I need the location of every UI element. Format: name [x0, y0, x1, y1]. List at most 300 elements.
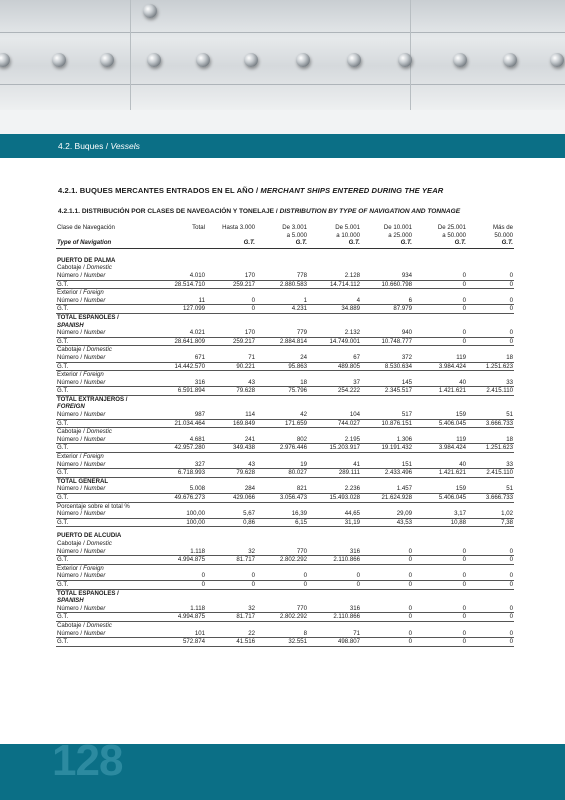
row-label: Cabotaje / Domestic	[57, 539, 112, 547]
table-cell: 327	[158, 461, 206, 469]
table-cell: 151	[361, 461, 413, 469]
row-label: Cabotaje / Domestic	[57, 264, 112, 272]
table-cell: 3.666.733	[467, 419, 514, 428]
banner-shadow-strip	[0, 110, 565, 134]
table-cell: 3.666.733	[467, 494, 514, 503]
table-cell: 80.027	[256, 469, 308, 478]
table-cell: 0	[361, 572, 413, 580]
table-row	[56, 638, 514, 647]
table-cell: 81.717	[206, 613, 256, 622]
table-cell: 0	[361, 613, 413, 622]
table-cell: 31,19	[308, 518, 361, 527]
table-cell: 0	[413, 572, 467, 580]
table-row	[56, 605, 514, 613]
rivet-icon	[147, 53, 161, 67]
table-cell: 241	[206, 436, 256, 444]
table-cell: 1,02	[467, 510, 514, 518]
table-cell: 10,88	[413, 518, 467, 527]
table-cell: 1.421.621	[413, 387, 467, 396]
table-cell: 770	[256, 605, 308, 613]
table-cell: 32	[206, 548, 256, 556]
table-cell: 10.748.777	[361, 337, 413, 346]
table-cell: 2.880.583	[256, 280, 308, 289]
table-cell: 101	[158, 630, 206, 638]
table-cell: 170	[206, 272, 256, 280]
table-cell: 15.203.917	[308, 444, 361, 453]
table-cell: 1.306	[361, 436, 413, 444]
row-label: TOTAL ESPAÑOLES /	[57, 589, 119, 597]
table-cell: 1.251.623	[467, 444, 514, 453]
table-cell: 34.889	[308, 305, 361, 314]
table-cell: 71	[308, 630, 361, 638]
table-cell: 3.056.473	[256, 494, 308, 503]
table-cell: 10.876.151	[361, 419, 413, 428]
table-cell: 429.066	[206, 494, 256, 503]
column-header: De 10.001	[383, 224, 412, 231]
row-label: PUERTO DE ALCUDIA	[57, 532, 122, 540]
table-header-row	[56, 224, 514, 232]
column-header: Más de	[493, 224, 513, 231]
table-cell: 37	[308, 379, 361, 387]
table-cell: 159	[413, 411, 467, 419]
table-cell: 1	[256, 297, 308, 305]
column-header: Type of Navigation	[56, 239, 158, 248]
table-cell: 28.514.710	[158, 280, 206, 289]
table-cell: 51	[467, 485, 514, 493]
table-cell: 95.863	[256, 362, 308, 371]
table-row	[56, 510, 514, 518]
table-cell: 987	[158, 411, 206, 419]
column-header: Total	[192, 224, 205, 231]
row-label: PUERTO DE PALMA	[57, 256, 116, 264]
table-cell: 33	[467, 379, 514, 387]
table-cell: 3.984.424	[413, 362, 467, 371]
table-cell: 2.110.866	[308, 613, 361, 622]
table-cell: 51	[467, 411, 514, 419]
table-cell: 4.021	[158, 329, 206, 337]
table-cell: 81.717	[206, 556, 256, 565]
subgroup-row	[56, 502, 514, 510]
table-row	[56, 419, 514, 428]
table-cell: 0	[256, 572, 308, 580]
row-label: G.T.	[56, 580, 158, 589]
table-cell: 19	[256, 461, 308, 469]
table-row	[56, 436, 514, 444]
table-cell: 4.231	[256, 305, 308, 314]
table-cell: 100,00	[158, 518, 206, 527]
table-cell: 0	[467, 638, 514, 647]
table-cell: 5.406.045	[413, 494, 467, 503]
total-label-row	[56, 477, 514, 485]
table-row	[56, 297, 514, 305]
row-label: SPANISH	[57, 321, 84, 329]
column-header: De 3.001	[282, 224, 307, 231]
table-cell: 2.415.110	[467, 387, 514, 396]
table-cell: 0	[308, 572, 361, 580]
table-cell: 18	[467, 354, 514, 362]
table-cell: 316	[308, 605, 361, 613]
table-cell: 43	[206, 461, 256, 469]
table-cell: 517	[361, 411, 413, 419]
table-cell: 0	[467, 580, 514, 589]
table-row	[56, 469, 514, 478]
rivet-icon	[143, 4, 157, 18]
row-label: Número / Number	[56, 354, 158, 362]
table-cell: 119	[413, 436, 467, 444]
column-header: a 5.000	[286, 231, 307, 239]
navigation-tonnage-table	[56, 224, 514, 647]
table-cell: 0	[413, 556, 467, 565]
table-cell: 2.433.496	[361, 469, 413, 478]
column-header: a 50.000	[442, 231, 466, 239]
rivet-icon	[550, 53, 564, 67]
table-cell: 0	[467, 305, 514, 314]
column-header: G.T.	[413, 239, 467, 248]
table-cell: 2.976.446	[256, 444, 308, 453]
table-cell: 41	[308, 461, 361, 469]
subgroup-row	[56, 428, 514, 436]
table-cell: 934	[361, 272, 413, 280]
table-row	[56, 613, 514, 622]
table-cell: 0	[413, 305, 467, 314]
total-label-row	[56, 597, 514, 605]
table-row	[56, 461, 514, 469]
table-cell: 1.118	[158, 548, 206, 556]
table-cell: 1.118	[158, 605, 206, 613]
table-cell: 67	[308, 354, 361, 362]
column-header: Hasta 3.000	[222, 224, 255, 231]
column-header: a 25.000	[388, 231, 412, 239]
table-row	[56, 280, 514, 289]
table-cell: 2.802.292	[256, 556, 308, 565]
table-cell: 4.681	[158, 436, 206, 444]
table-cell: 170	[206, 329, 256, 337]
table-cell: 0	[308, 580, 361, 589]
table-cell: 0,86	[206, 518, 256, 527]
table-row	[56, 329, 514, 337]
total-label-row	[56, 313, 514, 321]
table-cell: 0	[467, 548, 514, 556]
column-header: G.T.	[308, 239, 361, 248]
table-cell: 0	[158, 580, 206, 589]
column-header: De 5.001	[335, 224, 360, 231]
table-cell: 2.128	[308, 272, 361, 280]
table-cell: 32	[206, 605, 256, 613]
subgroup-row	[56, 346, 514, 354]
table-cell: 0	[467, 297, 514, 305]
table-cell: 0	[413, 272, 467, 280]
page-number: 128	[52, 736, 123, 785]
table-cell: 18	[256, 379, 308, 387]
table-cell: 5.008	[158, 485, 206, 493]
row-label: TOTAL GENERAL	[57, 477, 109, 485]
table-cell: 5,67	[206, 510, 256, 518]
row-label: Exterior / Foreign	[57, 564, 104, 572]
rivet-icon	[244, 53, 258, 67]
table-row	[56, 548, 514, 556]
table-cell: 1.251.623	[467, 362, 514, 371]
table-cell: 4	[308, 297, 361, 305]
subgroup-row	[56, 540, 514, 548]
row-label: G.T.	[56, 494, 158, 503]
table-cell: 254.222	[308, 387, 361, 396]
table-cell: 0	[361, 605, 413, 613]
table-cell: 0	[206, 305, 256, 314]
row-label: Cabotaje / Domestic	[57, 621, 112, 629]
table-cell: 5.406.045	[413, 419, 467, 428]
row-label: G.T.	[56, 305, 158, 314]
row-label: Cabotaje / Domestic	[57, 346, 112, 354]
table-cell: 2.884.814	[256, 337, 308, 346]
table-cell: 49.676.273	[158, 494, 206, 503]
table-cell: 744.027	[308, 419, 361, 428]
table-cell: 2.110.866	[308, 556, 361, 565]
table-cell: 0	[413, 280, 467, 289]
table-cell: 171.659	[256, 419, 308, 428]
table-cell: 127.099	[158, 305, 206, 314]
table-cell: 87.979	[361, 305, 413, 314]
total-label-row	[56, 395, 514, 403]
row-label: Número / Number	[56, 411, 158, 419]
row-label: Exterior / Foreign	[57, 453, 104, 461]
subgroup-row	[56, 621, 514, 629]
row-label: Número / Number	[56, 510, 158, 518]
total-label-row	[56, 322, 514, 330]
table-cell: 0	[206, 297, 256, 305]
rivet-icon	[296, 53, 310, 67]
table-body	[56, 248, 514, 646]
row-label: G.T.	[56, 613, 158, 622]
table-cell: 0	[361, 638, 413, 647]
table-cell: 372	[361, 354, 413, 362]
table-cell: 0	[206, 572, 256, 580]
table-cell: 489.805	[308, 362, 361, 371]
table-cell: 0	[361, 548, 413, 556]
table-row	[56, 411, 514, 419]
rivet-icon	[503, 53, 517, 67]
table-cell: 75.796	[256, 387, 308, 396]
table-row	[56, 572, 514, 580]
table-row	[56, 387, 514, 396]
table-cell: 0	[413, 297, 467, 305]
table-cell: 14.749.001	[308, 337, 361, 346]
row-label: Porcentaje sobre el total %	[57, 502, 130, 510]
table-cell: 104	[308, 411, 361, 419]
column-header: G.T.	[467, 239, 514, 248]
table-cell: 24	[256, 354, 308, 362]
table-cell: 22	[206, 630, 256, 638]
row-label: Número / Number	[56, 297, 158, 305]
table-cell: 802	[256, 436, 308, 444]
table-cell: 79.628	[206, 469, 256, 478]
rivet-icon	[100, 53, 114, 67]
table-cell: 3.984.424	[413, 444, 467, 453]
table-cell: 821	[256, 485, 308, 493]
table-row	[56, 485, 514, 493]
table-cell: 145	[361, 379, 413, 387]
table-cell: 43,53	[361, 518, 413, 527]
table-heading: 4.2.1. BUQUES MERCANTES ENTRADOS EN EL AÑO / MERCHANT SHIPS ENTERED DURING THE YEAR	[58, 186, 444, 195]
column-header	[206, 232, 256, 240]
row-label: G.T.	[56, 280, 158, 289]
table-cell: 29,09	[361, 510, 413, 518]
table-cell: 14.714.112	[308, 280, 361, 289]
column-header	[158, 232, 206, 240]
total-label-row	[56, 589, 514, 597]
table-cell: 2.195	[308, 436, 361, 444]
table-cell: 14.442.570	[158, 362, 206, 371]
table-cell: 671	[158, 354, 206, 362]
table-cell: 71	[206, 354, 256, 362]
table-cell: 10.660.798	[361, 280, 413, 289]
row-label: Número / Number	[56, 485, 158, 493]
table-cell: 100,00	[158, 510, 206, 518]
table-cell: 32.551	[256, 638, 308, 647]
table-cell: 0	[413, 638, 467, 647]
table-row	[56, 362, 514, 371]
section-title: 4.2. Buques / Vessels	[58, 141, 140, 151]
table-cell: 0	[361, 630, 413, 638]
row-label: G.T.	[56, 469, 158, 478]
table-row	[56, 580, 514, 589]
table-cell: 4.994.875	[158, 556, 206, 565]
table-row	[56, 379, 514, 387]
rivet-icon	[196, 53, 210, 67]
table-cell: 4.010	[158, 272, 206, 280]
table-cell: 16,39	[256, 510, 308, 518]
table-cell: 0	[158, 572, 206, 580]
row-label: Número / Number	[56, 605, 158, 613]
table-cell: 0	[467, 280, 514, 289]
table-cell: 41.516	[206, 638, 256, 647]
column-header: G.T.	[206, 239, 256, 248]
table-cell: 259.217	[206, 337, 256, 346]
table-cell: 2.345.517	[361, 387, 413, 396]
row-label: Número / Number	[56, 329, 158, 337]
table-row	[56, 272, 514, 280]
table-header-row	[56, 239, 514, 248]
table-cell: 316	[308, 548, 361, 556]
section-band	[0, 134, 565, 158]
table-cell: 33	[467, 461, 514, 469]
table-cell: 42	[256, 411, 308, 419]
table-cell: 40	[413, 379, 467, 387]
port-section-row	[56, 248, 514, 264]
table-cell: 169.849	[206, 419, 256, 428]
row-label: G.T.	[56, 518, 158, 527]
table-cell: 2.802.292	[256, 613, 308, 622]
table-cell: 15.493.028	[308, 494, 361, 503]
table-cell: 114	[206, 411, 256, 419]
table-cell: 289.111	[308, 469, 361, 478]
row-label: Cabotaje / Domestic	[57, 428, 112, 436]
table-row	[56, 305, 514, 314]
table-cell: 79.628	[206, 387, 256, 396]
column-header: Clase de Navegación	[57, 224, 115, 231]
table-row	[56, 494, 514, 503]
subgroup-row	[56, 289, 514, 297]
row-label: Número / Number	[56, 461, 158, 469]
row-label: G.T.	[56, 337, 158, 346]
table-cell: 0	[467, 613, 514, 622]
table-cell: 0	[467, 272, 514, 280]
table-cell: 0	[413, 613, 467, 622]
table-cell: 2.132	[308, 329, 361, 337]
port-section-row	[56, 527, 514, 540]
table-cell: 40	[413, 461, 467, 469]
column-header: 50.000	[494, 231, 513, 239]
rivet-icon	[0, 53, 10, 67]
table-row	[56, 354, 514, 362]
table-cell: 18	[467, 436, 514, 444]
table-cell: 44,65	[308, 510, 361, 518]
table-cell: 0	[467, 337, 514, 346]
table-cell: 0	[413, 605, 467, 613]
table-cell: 119	[413, 354, 467, 362]
table-cell: 8.530.634	[361, 362, 413, 371]
table-cell: 778	[256, 272, 308, 280]
subgroup-row	[56, 264, 514, 272]
table-cell: 316	[158, 379, 206, 387]
rivet-icon	[398, 53, 412, 67]
table-cell: 0	[413, 548, 467, 556]
row-label: G.T.	[56, 362, 158, 371]
row-label: Número / Number	[56, 379, 158, 387]
table-row	[56, 630, 514, 638]
rivet-icon	[453, 53, 467, 67]
table-cell: 0	[467, 329, 514, 337]
row-label: Exterior / Foreign	[57, 289, 104, 297]
table-cell: 90.221	[206, 362, 256, 371]
table-cell: 0	[361, 556, 413, 565]
table-cell: 1.457	[361, 485, 413, 493]
table-cell: 2.236	[308, 485, 361, 493]
table-cell: 0	[467, 556, 514, 565]
table-cell: 0	[256, 580, 308, 589]
table-cell: 284	[206, 485, 256, 493]
table-cell: 43	[206, 379, 256, 387]
table-cell: 779	[256, 329, 308, 337]
table-cell: 259.217	[206, 280, 256, 289]
table-cell: 159	[413, 485, 467, 493]
row-label: G.T.	[56, 638, 158, 647]
column-header: G.T.	[361, 239, 413, 248]
subgroup-row	[56, 564, 514, 572]
table-cell: 6.718.993	[158, 469, 206, 478]
table-row	[56, 518, 514, 527]
column-header	[158, 239, 206, 248]
table-cell: 21.624.928	[361, 494, 413, 503]
row-label: G.T.	[56, 387, 158, 396]
row-label: SPANISH	[57, 597, 84, 605]
total-label-row	[56, 403, 514, 411]
table-subheading: 4.2.1.1. DISTRIBUCIÓN POR CLASES DE NAVEGACIÓN Y TONELAJE / DISTRIBUTION BY TYPE OF NAVIGATION AND TONNAGE	[58, 208, 461, 215]
rivet-icon	[52, 53, 66, 67]
table-cell: 3,17	[413, 510, 467, 518]
row-label: Número / Number	[56, 436, 158, 444]
table-cell: 0	[467, 572, 514, 580]
row-label: Número / Number	[56, 272, 158, 280]
table-cell: 7,38	[467, 518, 514, 527]
table-cell: 0	[361, 580, 413, 589]
table-cell: 349.438	[206, 444, 256, 453]
subgroup-row	[56, 371, 514, 379]
row-label: Exterior / Foreign	[57, 371, 104, 379]
row-label: G.T.	[56, 556, 158, 565]
table-cell: 28.641.809	[158, 337, 206, 346]
table-cell: 572.874	[158, 638, 206, 647]
table-cell: 0	[467, 605, 514, 613]
